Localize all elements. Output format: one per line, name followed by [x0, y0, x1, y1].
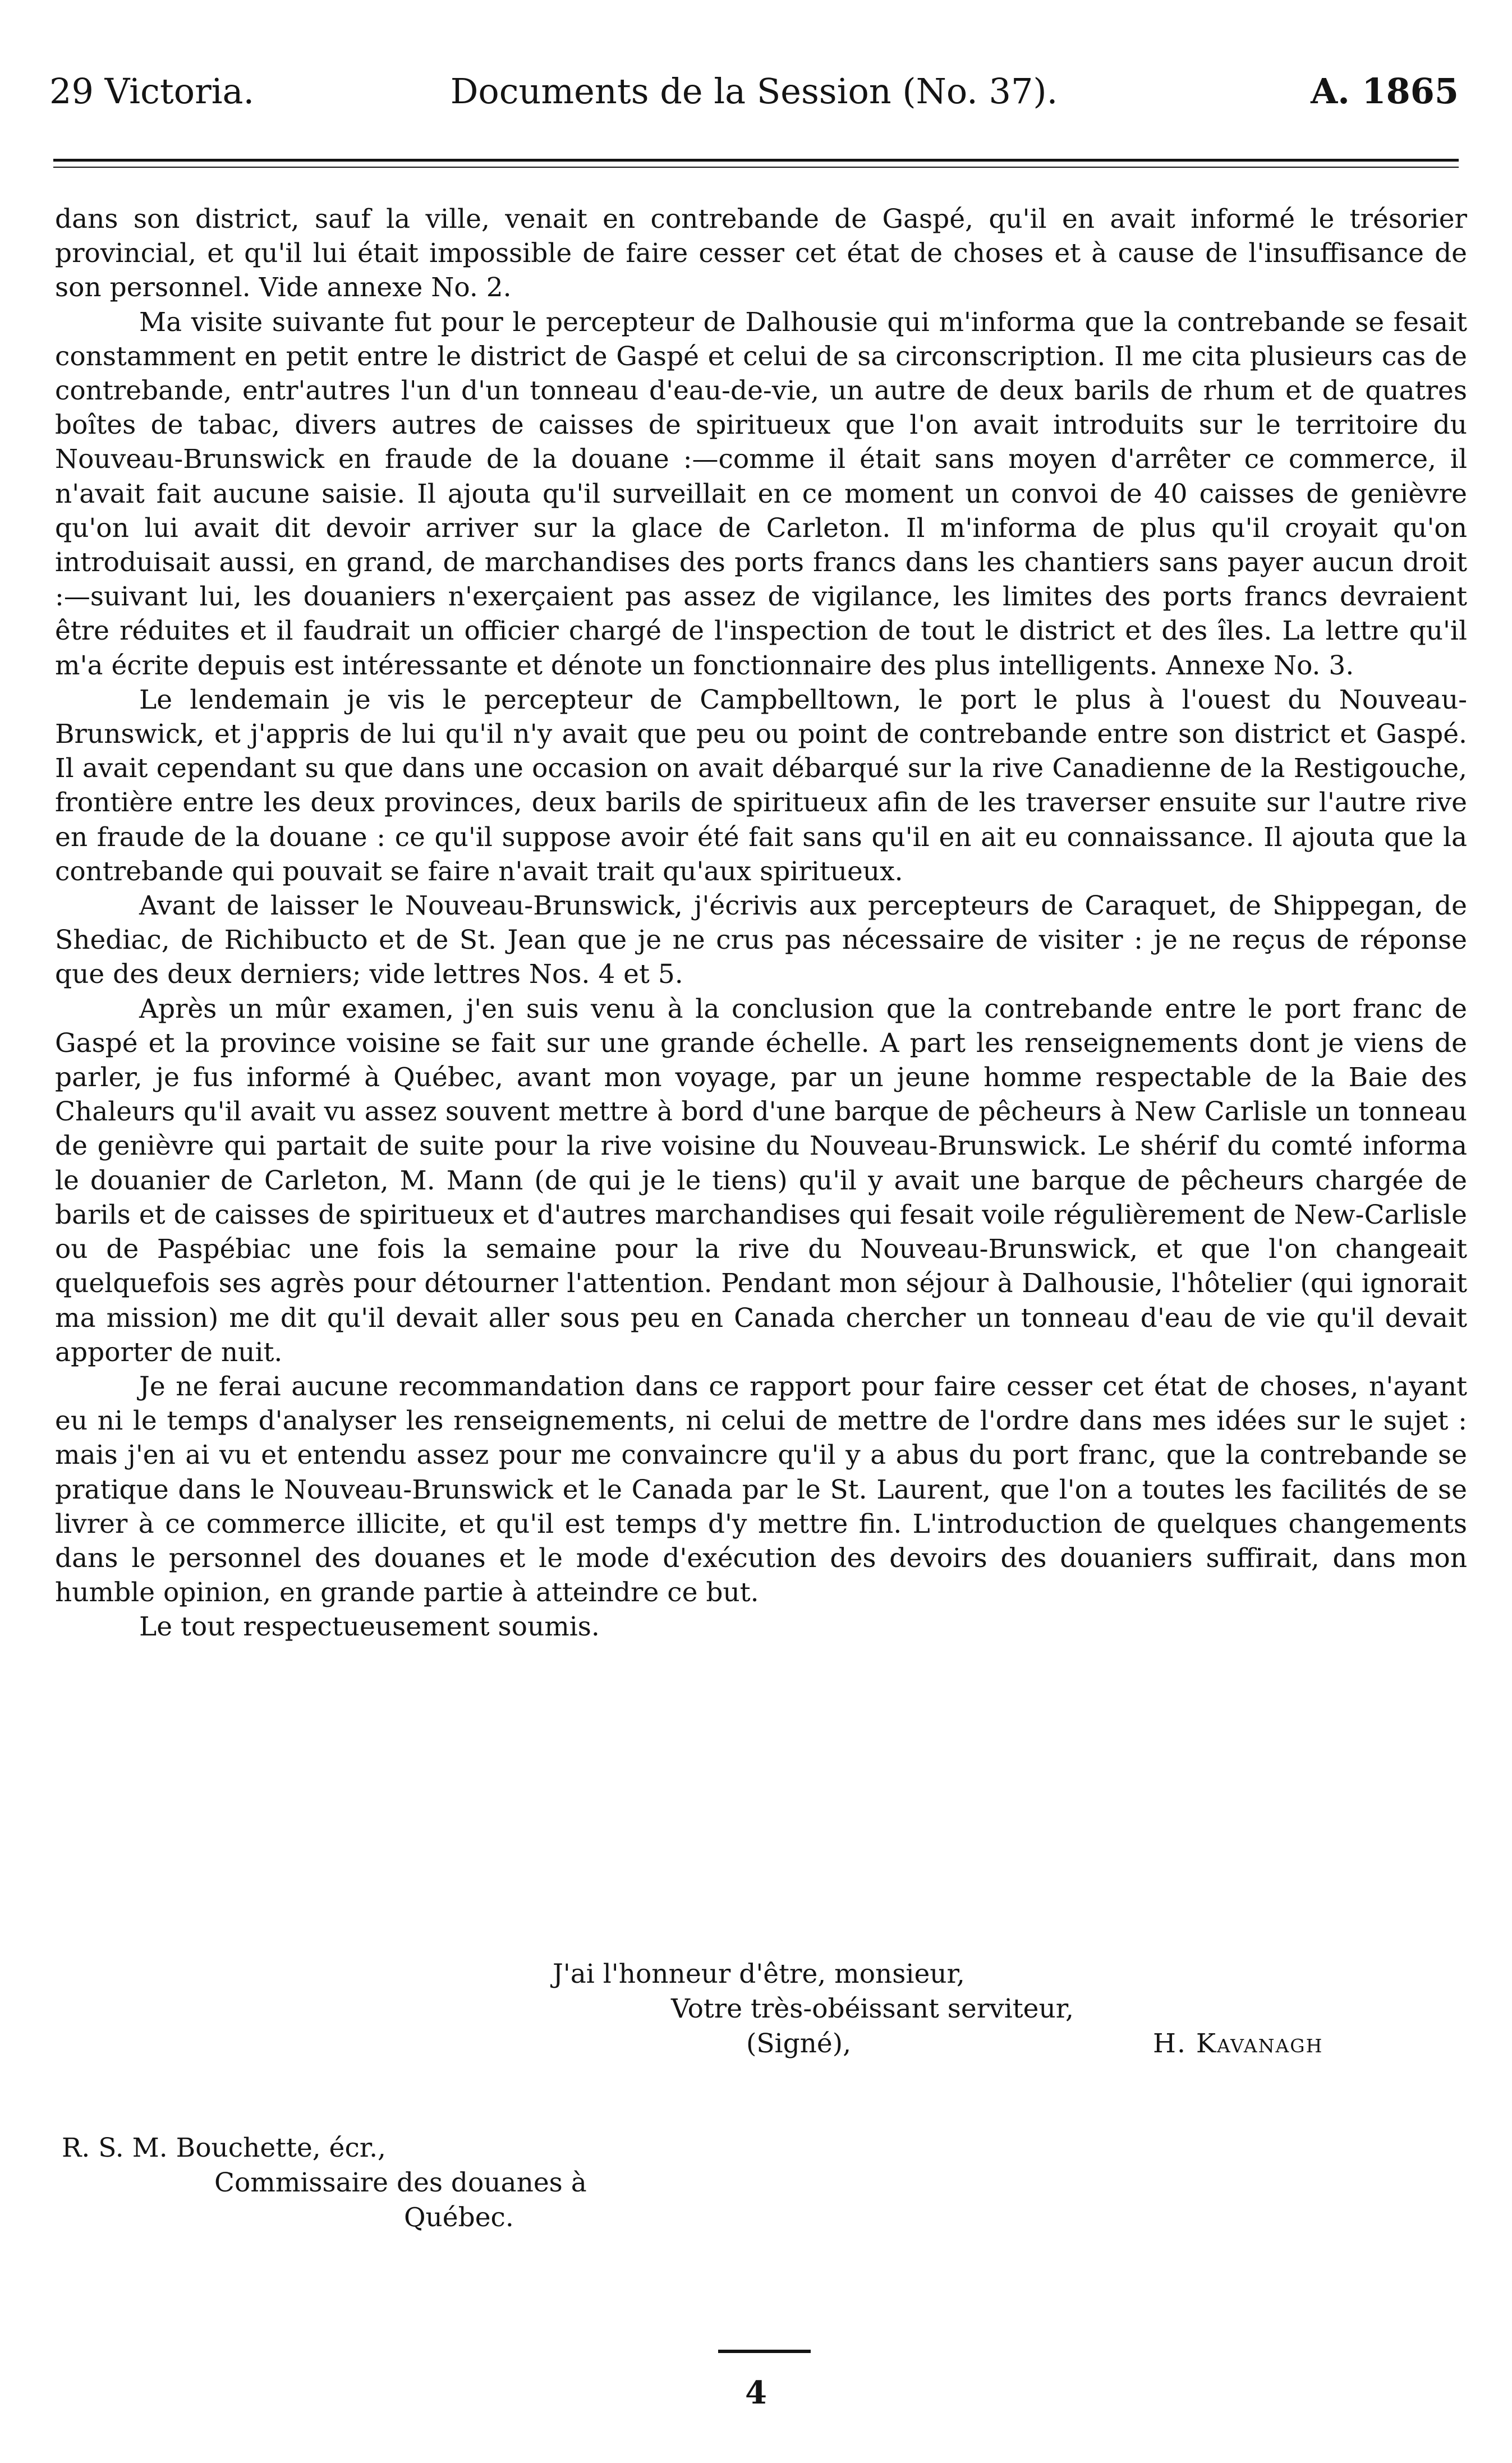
closing-line-1: J'ai l'honneur d'être, monsieur,: [553, 1959, 965, 1989]
paragraph-1: dans son district, sauf la ville, venait en contrebande de Gaspé, qu'il en avait informé le trésorier provincial, et qu'il lui était impossible de faire cesser cet état de choses et à cause de l'insuffisance de son personnel. Vide annexe No. 2.: [55, 204, 1467, 304]
paragraph-2: Ma visite suivante fut pour le percepteur de Dalhousie qui m'informa que la contrebande se fesait constamment en petit entre le district de Gaspé et celui de sa circonscription. Il me cita plusieurs cas de contrebande, entr'autres l'un d'un tonneau d'eau-de-vie, un autre de deux barils de rhum et de quatres boîtes de tabac, divers autres de caisses de spiritueux que l'on avait introduits sur le territoire du Nouveau-Brunswick en fraude de la douane :—comme il était sans moyen d'arrêter ce commerce, il n'avait fait aucune saisie. Il ajouta qu'il surveillait en ce moment un convoi de 40 caisses de genièvre qu'on lui avait dit devoir arriver sur la glace de Carleton. Il m'informa de plus qu'il croyait qu'on introduisait aussi, en grand, de marchandises des ports francs dans les chantiers sans payer aucun droit :—suivant lui, les douaniers n'exerçaient pas assez de vigilance, les limites des ports francs devraient être réduites et il faudrait un officier chargé de l'inspection de tout le district et des îles. La lettre qu'il m'a écrite depuis est intéressante et dénote un fonctionnaire des plus intelligents. Annexe No. 3.: [55, 306, 1467, 681]
paragraph-4: Avant de laisser le Nouveau-Brunswick, j'écrivis aux percepteurs de Caraquet, de Shippegan, de Shediac, de Richibucto et de St. Jean que je ne crus pas nécessaire de visiter : je ne reçus de réponse que des deux derniers; vide lettres Nos. 4 et 5.: [55, 890, 1467, 990]
paragraph-3: Le lendemain je vis le percepteur de Campbelltown, le port le plus à l'ouest du Nouveau-Brunswick, et j'appris de lui qu'il n'y avait que peu ou point de contrebande entre son district et Gaspé. Il avait cependant su que dans une occasion on avait débarqué sur la rive Canadienne de la Restigouche, frontière entre les deux provinces, deux barils de spiritueux afin de les traverser ensuite sur l'autre rive en fraude de la douane : ce qu'il suppose avoir été fait sans qu'il en ait eu connaissance. Il ajouta que la contrebande qui pouvait se faire n'avait trait qu'aux spiritueux.: [55, 684, 1467, 887]
header-session-title: Documents de la Session (No. 37).: [450, 71, 1058, 112]
end-rule: [718, 2350, 811, 2353]
paragraph-6: Je ne ferai aucune recommandation dans ce rapport pour faire cesser cet état de choses, n'ayant eu ni le temps d'analyser les renseignements, ni celui de mettre de l'ordre dans mes idées sur le sujet : mais j'en ai vu et entendu assez pour me convaincre qu'il y a abus du port franc, que la contrebande se pratique dans le Nouveau-Brunswick et le Canada par le St. Laurent, que l'on a toutes les facilités de se livrer à ce commerce illicite, et qu'il est temps d'y mettre fin. L'introduction de quelques changements dans le personnel des douanes et le mode d'exécution des devoirs des douaniers suffirait, dans mon humble opinion, en grande partie à atteindre ce but.: [55, 1371, 1467, 1609]
addressee-name: R. S. M. Bouchette, écr.,: [62, 2133, 386, 2163]
header-volume: 29 Victoria.: [49, 71, 255, 112]
letter-body: [55, 202, 1467, 1644]
header-rule-thin: [53, 167, 1459, 168]
header-year: A. 1865: [1311, 71, 1459, 112]
paragraph-7: Le tout respectueusement soumis.: [139, 1611, 600, 1643]
paragraph-5: Après un mûr examen, j'en suis venu à la conclusion que la contrebande entre le port franc de Gaspé et la province voisine se fait sur une grande échelle. A part les renseignements dont je viens de parler, je fus informé à Québec, avant mon voyage, par un jeune homme respectable de la Baie des Chaleurs qu'il avait vu assez souvent mettre à bord d'une barque de pêcheurs à New Carlisle un tonneau de genièvre qui partait de suite pour la rive voisine du Nouveau-Brunswick. Le shérif du comté informa le douanier de Carleton, M. Mann (de qui je le tiens) qu'il y avait une barque de pêcheurs chargée de barils et de caisses de spiritueux et d'autres marchandises qui fesait voile régulièrement de New-Carlisle ou de Paspébiac une fois la semaine pour la rive du Nouveau-Brunswick, et que l'on changeait quelquefois ses agrès pour détourner l'attention. Pendant mon séjour à Dalhousie, l'hôtelier (qui ignorait ma mission) me dit qu'il devait aller sous peu en Canada chercher un tonneau d'eau de vie qu'il devait apporter de nuit.: [55, 993, 1467, 1368]
signed-label: (Signé),: [746, 2028, 852, 2059]
page-number: 4: [745, 2374, 767, 2411]
page-header: [49, 66, 1459, 117]
header-rule-thick: [53, 159, 1459, 162]
addressee-city: Québec.: [404, 2202, 514, 2233]
signature-name: H. Kavanagh: [1153, 2028, 1323, 2059]
closing-line-2: Votre très-obéissant serviteur,: [671, 1993, 1074, 2024]
addressee-title: Commissaire des douanes à: [214, 2167, 587, 2198]
